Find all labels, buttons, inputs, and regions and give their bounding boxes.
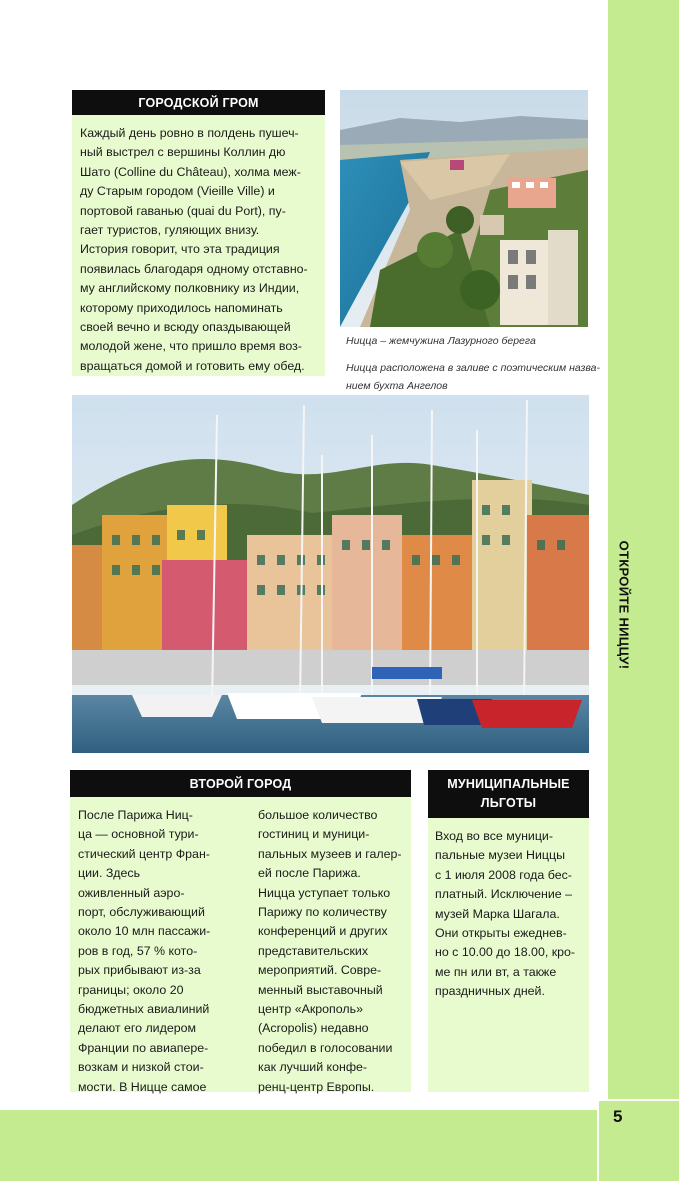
page-number: 5 <box>613 1107 623 1126</box>
photo-caption-2: Ницца расположена в заливе с поэтическим назва- нием бухта Ангелов <box>346 362 600 392</box>
box-text-second-city-col1: После Парижа Ниц- ца — основной тури- стический центр Фран- ции. Здесь оживленный аэро- порт, обслуживающий около 10 млн пассажи- ров в год, 57 % кото- рых прибывают из-за границы; около 20 бюджетных авиалиний делают его лидером Франции по авиапере- возкам и низкой стои- мости. В Ницце самое <box>78 808 211 1094</box>
box-text-second-city-col2: большое количество гостиниц и муници- пальных музеев и галер- ей после Парижа. Ницца уступает только Парижу по количеству конференций и других представительских мероприятий. Совре- менный выставочный центр «Акрополь» (Acropolis) недавно победил в голосовании как лучший конфе- ренц-центр Европы. <box>258 808 402 1094</box>
side-title: ОТКРОЙТЕ НИЦЦУ! <box>616 540 632 670</box>
photo-nice-aerial <box>340 90 588 327</box>
photo-caption-1: Ницца – жемчужина Лазурного берега <box>346 335 536 347</box>
box-title-city-thunder: ГОРОДСКОЙ ГРОМ <box>72 90 325 115</box>
photo-harbour <box>72 395 589 753</box>
box-text-municipal-benefits: Вход во все муници- пальные музеи Ниццы с 1 июля 2008 года бес- платный. Исключение – музей Марка Шагала. Они открыты ежеднев- но с 10.00 до 18.00, кро- ме пн или вт, а также праздничных дней. <box>435 829 576 999</box>
box-title-municipal-benefits: МУНИЦИПАЛЬНЫЕ ЛЬГОТЫ <box>428 770 589 818</box>
box-title-second-city: ВТОРОЙ ГОРОД <box>70 770 411 797</box>
page-number-box <box>597 1099 679 1181</box>
box-text-city-thunder: Каждый день ровно в полдень пушеч- ный выстрел с вершины Коллин дю Шато (Colline du Château), холма меж- ду Старым городом (Vieille Ville) и портовой гаванью (quai du Port), пу- гает туристов, гуляющих внизу. История говорит, что эта традиция появилась благодаря одному отставно- му английскому полковнику из Индии, которому приходилось напоминать своей вечно и всюду опаздывающей молодой жене, что пришло время воз- вращаться домой и готовить ему обед. <box>80 126 308 373</box>
bottom-strip <box>0 1110 679 1181</box>
